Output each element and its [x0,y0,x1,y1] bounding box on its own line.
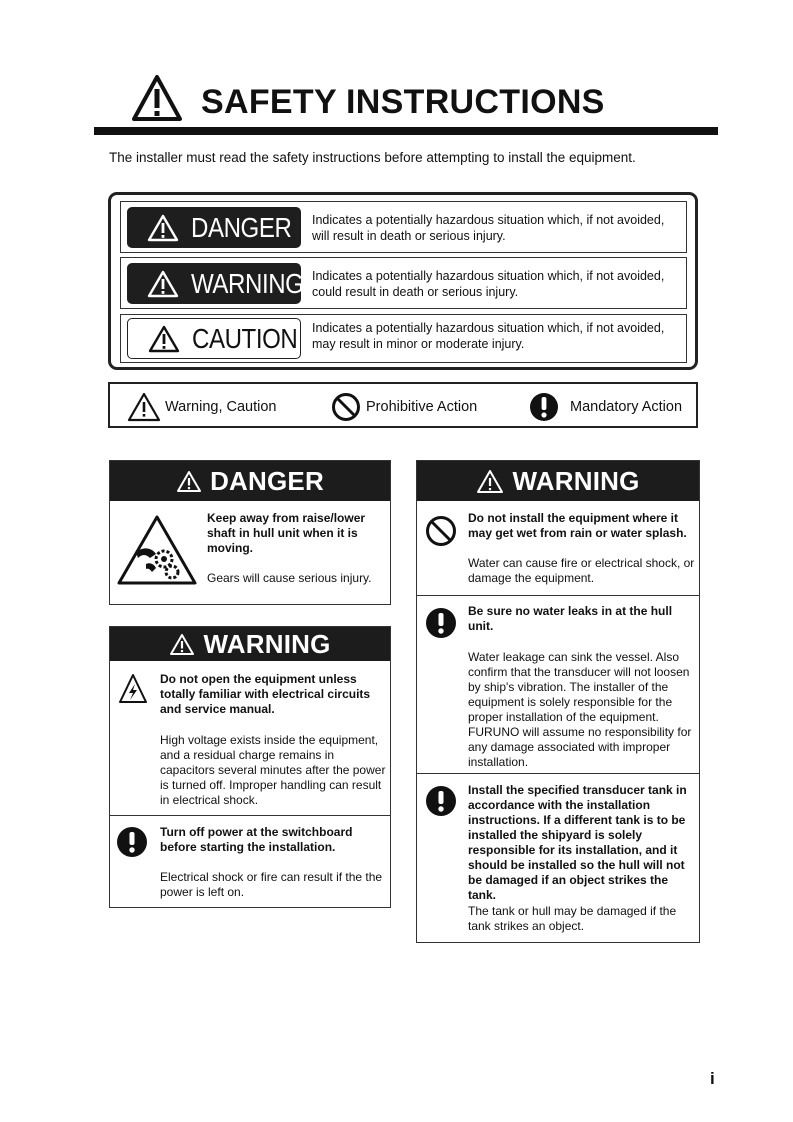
danger-panel-title: DANGER [210,465,324,496]
warning-item [417,773,699,942]
symbol-mandatory [528,392,682,422]
symbol-warning-caution [127,392,277,422]
warning-triangle-icon [148,325,180,353]
warning-item [417,595,699,773]
warning-item [417,501,699,595]
danger-description: Indicates a potentially hazardous situation which, if not avoided, will result in death or serious injury. [312,213,665,243]
warning-item [110,661,390,815]
warning-item-text: Electrical shock or fire can result if the the power is left on. [160,870,383,899]
warning-description: Indicates a potentially hazardous situation which, if not avoided, could result in death or serious injury. [312,269,665,299]
danger-panel-header [110,461,390,501]
warning-triangle-icon [127,392,161,422]
warning-panel-header [417,461,699,501]
symbol-prohibitive [330,392,477,422]
warning-triangle-icon [147,270,179,298]
prohibition-icon [425,515,457,547]
danger-item-text: Gears will cause serious injury. [207,571,372,585]
signal-word-legend [108,192,698,370]
warning-panel-right [416,460,700,943]
warning-panel-header [110,627,390,661]
warning-triangle-icon [147,214,179,242]
mandatory-icon [116,826,148,858]
danger-panel [109,460,391,605]
warning-item-heading: Be sure no water leaks in at the hull unit. [468,604,673,633]
mandatory-icon [528,392,560,422]
legend-row-danger [120,201,687,253]
symbol-legend [108,382,698,428]
caution-label: CAUTION [192,322,298,354]
warning-item-heading: Do not open the equipment unless totally familiar with electrical circuits and service manual. [160,672,371,716]
warning-item-text: Water leakage can sink the vessel. Also confirm that the transducer will not loosen by ship's vibration. The installer of the equipment is solely responsible for the proper installation of the equipment. FURUNO will assume no responsibility for any damage associated with improper installation. [468,650,692,769]
caution-badge [127,318,301,359]
prohibition-icon [330,392,362,422]
symbol-label: Warning, Caution [165,399,277,415]
warning-badge [127,263,304,304]
warning-panel-left [109,626,391,908]
warning-triangle-icon [176,470,202,493]
warning-item-heading: Install the specified transducer tank in accordance with the installation instructions. If a different tank is to be installed the shipyard is solely responsible for its installation, and it should be installed so the hull will not be damaged if an object strikes the tank. [468,783,687,902]
warning-panel-title: WARNING [203,628,331,659]
mandatory-icon [425,607,457,639]
title-rule [94,127,718,135]
danger-badge [127,207,301,248]
caution-description: Indicates a potentially hazardous situation which, if not avoided, may result in minor or moderate injury. [312,321,665,351]
warning-item-text: The tank or hull may be damaged if the tank strikes an object. [468,904,677,933]
electric-shock-icon [118,673,148,705]
warning-triangle-icon [476,469,504,494]
mandatory-icon [425,785,457,817]
warning-item [110,815,390,907]
page-number: i [710,1069,715,1088]
page-title: SAFETY INSTRUCTIONS [201,83,605,121]
warning-panel-title: WARNING [512,465,640,496]
symbol-label: Prohibitive Action [366,399,478,415]
warning-item-heading: Do not install the equipment where it may get wet from rain or water splash. [468,511,687,540]
warning-triangle-icon [131,74,183,122]
danger-item-heading: Keep away from raise/lower shaft in hull unit when it is moving. [207,511,366,555]
danger-item [110,501,390,604]
legend-row-warning [120,257,687,309]
intro-text: The installer must read the safety instructions before attempting to install the equipment. [109,150,636,165]
warning-triangle-icon [169,633,195,656]
warning-label: WARNING [191,267,304,299]
warning-item-text: Water can cause fire or electrical shock, or damage the equipment. [468,556,695,585]
legend-row-caution [120,314,687,363]
symbol-label: Mandatory Action [570,399,683,415]
danger-label: DANGER [191,211,292,243]
gear-hazard-icon [116,514,198,586]
warning-item-heading: Turn off power at the switchboard before starting the installation. [160,825,353,854]
warning-item-text: High voltage exists inside the equipment, and a residual charge remains in capacitors several minutes after the power is turned off. Improper handling can result in electrical shock. [160,733,386,807]
